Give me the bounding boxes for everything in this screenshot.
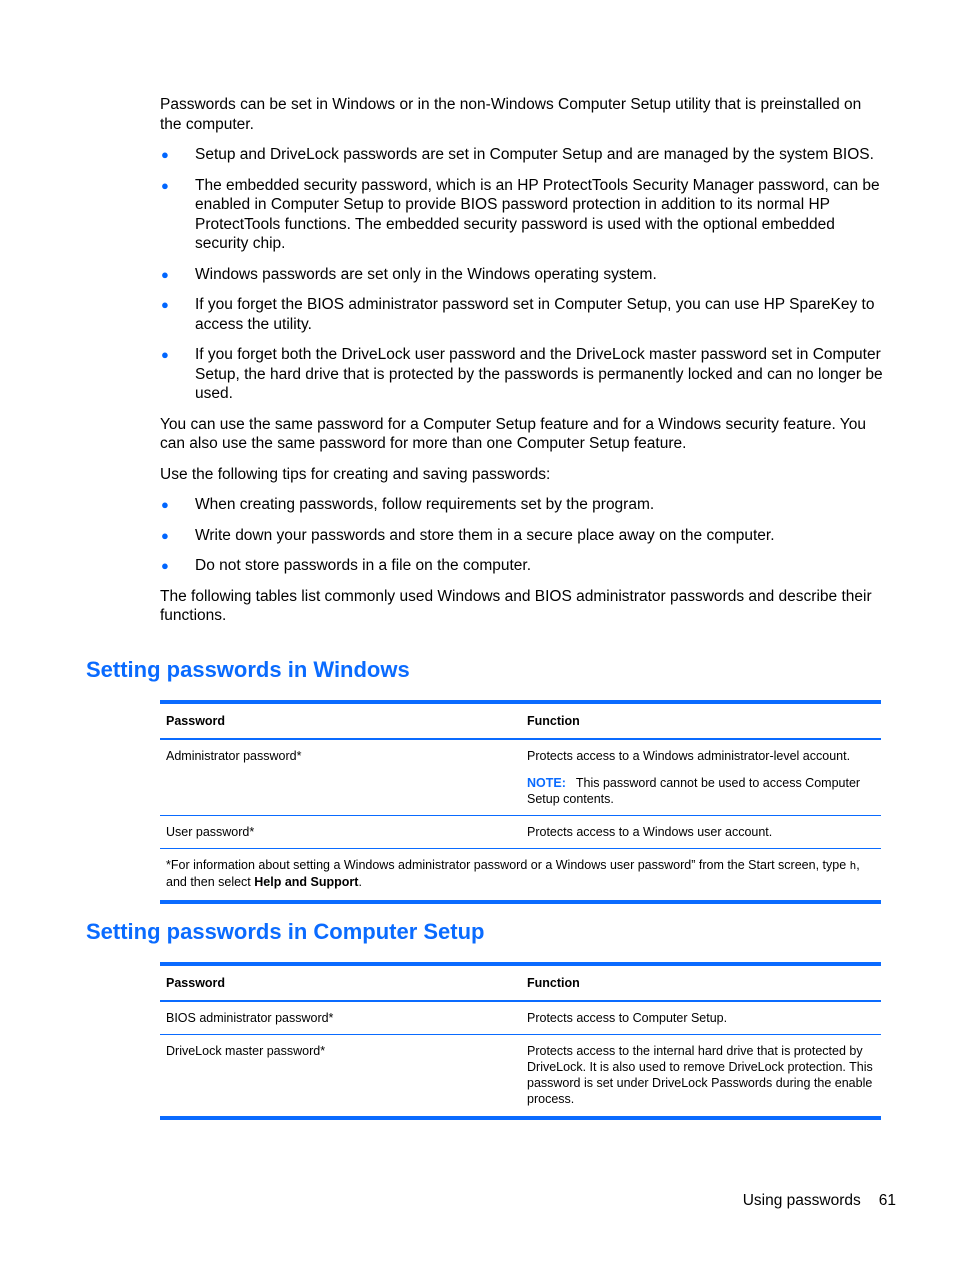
table-footnote: *For information about setting a Windows administrator password or a Windows user password” from the Start screen, type h, and then select Help and Support.: [166, 858, 860, 889]
bullet-icon: ●: [161, 558, 169, 573]
computer-setup-passwords-table: [160, 962, 881, 1120]
password-cell: BIOS administrator password*: [166, 1011, 334, 1025]
intro-paragraph: Passwords can be set in Windows or in the non-Windows Computer Setup utility that is preinstalled on the computer.: [160, 96, 862, 133]
table-header-row: [160, 702, 881, 739]
table-row: [160, 1035, 881, 1119]
bullet-icon: ●: [161, 147, 169, 162]
list-item: ● If you forget both the DriveLock user password and the DriveLock master password set in Computer Setup, the hard drive that is protected by the passwords is permanently locked and can no longer be used.: [161, 346, 883, 402]
bullet-icon: ●: [161, 297, 169, 312]
list-item: ● When creating passwords, follow requirements set by the program.: [161, 496, 655, 513]
page-footer: [743, 1192, 896, 1210]
note-text: This password cannot be used to access Computer Setup contents.: [527, 776, 861, 806]
password-cell: Administrator password*: [166, 749, 302, 763]
password-types-list: [160, 145, 885, 404]
table-header-row: [160, 964, 881, 1001]
tips-list: [160, 495, 885, 576]
note: [527, 775, 875, 807]
bullet-icon: ●: [161, 177, 169, 193]
list-item: ● Windows passwords are set only in the Windows operating system.: [161, 265, 657, 283]
list-item: ● Setup and DriveLock passwords are set in Computer Setup and are managed by the system BIOS.: [161, 146, 874, 163]
function-cell: [521, 739, 881, 816]
section-heading-windows: Setting passwords in Windows: [86, 657, 410, 682]
page-number: 61: [878, 1192, 896, 1209]
same-password-paragraph: You can use the same password for a Computer Setup feature and for a Windows security feature. You can also use the same password for more than one Computer Setup feature.: [160, 415, 866, 452]
list-item: ● Write down your passwords and store them in a secure place away on the computer.: [161, 526, 775, 544]
password-cell: DriveLock master password*: [166, 1044, 326, 1058]
bullet-icon: ●: [161, 347, 169, 362]
table-footnote-row: [160, 849, 881, 903]
bullet-icon: ●: [161, 497, 169, 512]
column-header-password: Password: [166, 714, 226, 728]
help-and-support-label: Help and Support: [254, 875, 359, 889]
function-text: Protects access to a Windows administrator-level account.: [527, 749, 851, 763]
typed-key: h: [849, 859, 857, 872]
password-cell: User password*: [166, 825, 255, 839]
tips-intro-paragraph: Use the following tips for creating and saving passwords:: [160, 465, 551, 483]
column-header-function: Function: [527, 714, 580, 728]
table-row: [160, 816, 881, 849]
intro-content: [160, 95, 885, 626]
bullet-icon: ●: [161, 527, 169, 543]
list-item: ● The embedded security password, which is an HP ProtectTools Security Manager password, can be enabled in Computer Setup to provide BIOS password protection in addition to its normal HP ProtectTools functions. The embedded security password is used with the optional embedded security chip.: [161, 176, 880, 252]
function-cell: Protects access to Computer Setup.: [527, 1011, 728, 1025]
tables-intro-paragraph: The following tables list commonly used Windows and BIOS administrator passwords and describe their functions.: [160, 587, 872, 624]
footer-section-title: Using passwords: [742, 1192, 861, 1209]
list-item: ● Do not store passwords in a file on the computer.: [161, 557, 532, 574]
bullet-icon: ●: [161, 266, 169, 282]
windows-passwords-table: [160, 700, 881, 904]
table-row: [160, 1001, 881, 1035]
column-header-password: Password: [166, 976, 226, 990]
column-header-function: Function: [527, 976, 580, 990]
function-cell: Protects access to a Windows user account.: [527, 825, 773, 839]
section-heading-computer-setup: Setting passwords in Computer Setup: [86, 919, 485, 944]
note-label: NOTE:: [527, 776, 566, 790]
list-item: ● If you forget the BIOS administrator password set in Computer Setup, you can use HP SpareKey to access the utility.: [161, 296, 875, 333]
function-cell: Protects access to the internal hard drive that is protected by DriveLock. It is also used to remove DriveLock protection. This password is set under DriveLock Passwords during the enable process.: [527, 1044, 873, 1106]
table-row: [160, 739, 881, 816]
